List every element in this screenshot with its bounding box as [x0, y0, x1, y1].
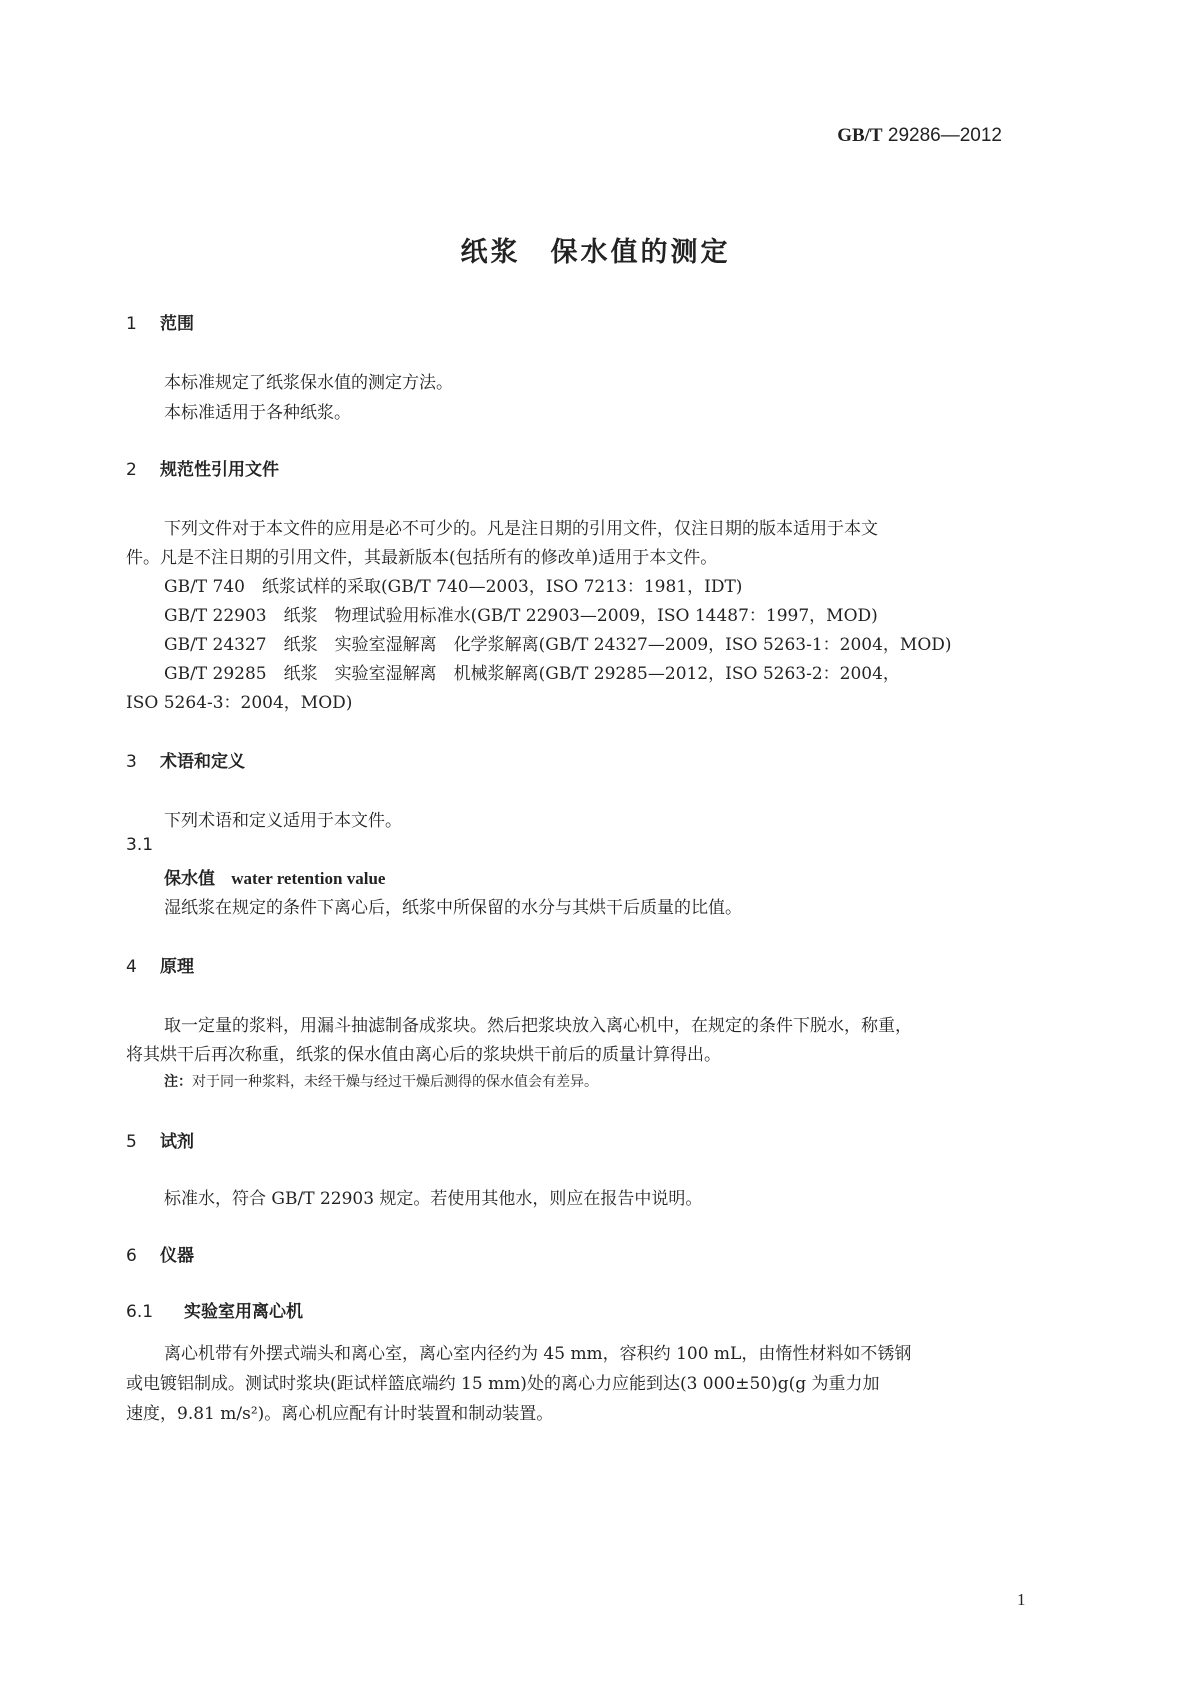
- section-4-heading: [126, 952, 194, 977]
- standard-code: [837, 125, 1002, 147]
- note-label: 注：: [164, 1074, 192, 1090]
- section-6-heading: [126, 1241, 194, 1266]
- section-title: 仪器: [160, 1246, 194, 1266]
- standard-prefix: GB/T: [837, 125, 883, 146]
- reference-line: GB/T 29285 纸浆 实验室湿解离 机械浆解离(GB/T 29285—2012，ISO 5263-2：2004，: [164, 664, 900, 684]
- term-english: water retention value: [231, 869, 386, 888]
- reference-line: GB/T 24327 纸浆 实验室湿解离 化学浆解离(GB/T 24327—2009，ISO 5263-1：2004，MOD): [164, 635, 952, 655]
- paragraph-line: 离心机带有外摆式端头和离心室，离心室内径约为 45 mm，容积约 100 mL，由惰性材料如不锈钢: [164, 1344, 912, 1364]
- subsection-6-1-heading: [126, 1297, 303, 1322]
- section-number: 3: [126, 752, 137, 772]
- term-chinese: 保水值: [164, 869, 215, 889]
- section-number: 5: [126, 1132, 137, 1152]
- subsection-number: 3.1: [126, 835, 154, 855]
- paragraph-line: 速度，9.81 m/s²)。离心机应配有计时装置和制动装置。: [126, 1404, 554, 1424]
- paragraph-line: 本标准适用于各种纸浆。: [164, 403, 351, 423]
- paragraph-line: 将其烘干后再次称重，纸浆的保水值由离心后的浆块烘干前后的质量计算得出。: [126, 1045, 721, 1065]
- note: [164, 1071, 598, 1091]
- page-number: 1: [1017, 1590, 1026, 1609]
- section-title: 规范性引用文件: [160, 460, 279, 480]
- section-number: 4: [126, 957, 137, 977]
- section-5-heading: [126, 1127, 194, 1152]
- section-1-heading: [126, 309, 194, 334]
- term-definition: 湿纸浆在规定的条件下离心后，纸浆中所保留的水分与其烘干后质量的比值。: [164, 898, 742, 918]
- paragraph-line: 下列术语和定义适用于本文件。: [164, 811, 402, 831]
- document-title: 纸浆 保水值的测定: [460, 237, 731, 268]
- subsection-title: 实验室用离心机: [184, 1302, 303, 1322]
- paragraph-line: 取一定量的浆料，用漏斗抽滤制备成浆块。然后把浆块放入离心机中，在规定的条件下脱水，称重，: [164, 1016, 912, 1036]
- section-2-heading: [126, 455, 279, 480]
- section-number: 6: [126, 1246, 137, 1266]
- paragraph-line: 下列文件对于本文件的应用是必不可少的。凡是注日期的引用文件，仅注日期的版本适用于本文: [164, 519, 878, 539]
- section-title: 原理: [160, 957, 194, 977]
- section-title: 范围: [160, 314, 194, 334]
- section-number: 2: [126, 460, 137, 480]
- paragraph-line: 标准水，符合 GB/T 22903 规定。若使用其他水，则应在报告中说明。: [164, 1189, 703, 1209]
- reference-line: ISO 5264-3：2004，MOD): [126, 693, 353, 713]
- section-title: 试剂: [160, 1132, 194, 1152]
- section-3-heading: [126, 747, 245, 772]
- section-title: 术语和定义: [160, 752, 245, 772]
- section-number: 1: [126, 314, 137, 334]
- reference-line: GB/T 22903 纸浆 物理试验用标准水(GB/T 22903—2009，ISO 14487：1997，MOD): [164, 606, 878, 626]
- paragraph-line: 或电镀铝制成。测试时浆块(距试样篮底端约 15 mm)处的离心力应能到达(3 000±50)g(g 为重力加: [126, 1374, 880, 1394]
- note-text: 对于同一种浆料，未经干燥与经过干燥后测得的保水值会有差异。: [192, 1074, 598, 1090]
- paragraph-line: 件。凡是不注日期的引用文件，其最新版本(包括所有的修改单)适用于本文件。: [126, 548, 718, 568]
- paragraph-line: 本标准规定了纸浆保水值的测定方法。: [164, 373, 453, 393]
- standard-number: 29286—2012: [887, 125, 1002, 146]
- subsection-number: 6.1: [126, 1302, 154, 1322]
- term-entry: [164, 864, 385, 889]
- reference-line: GB/T 740 纸浆试样的采取(GB/T 740—2003，ISO 7213：1981，IDT): [164, 577, 743, 597]
